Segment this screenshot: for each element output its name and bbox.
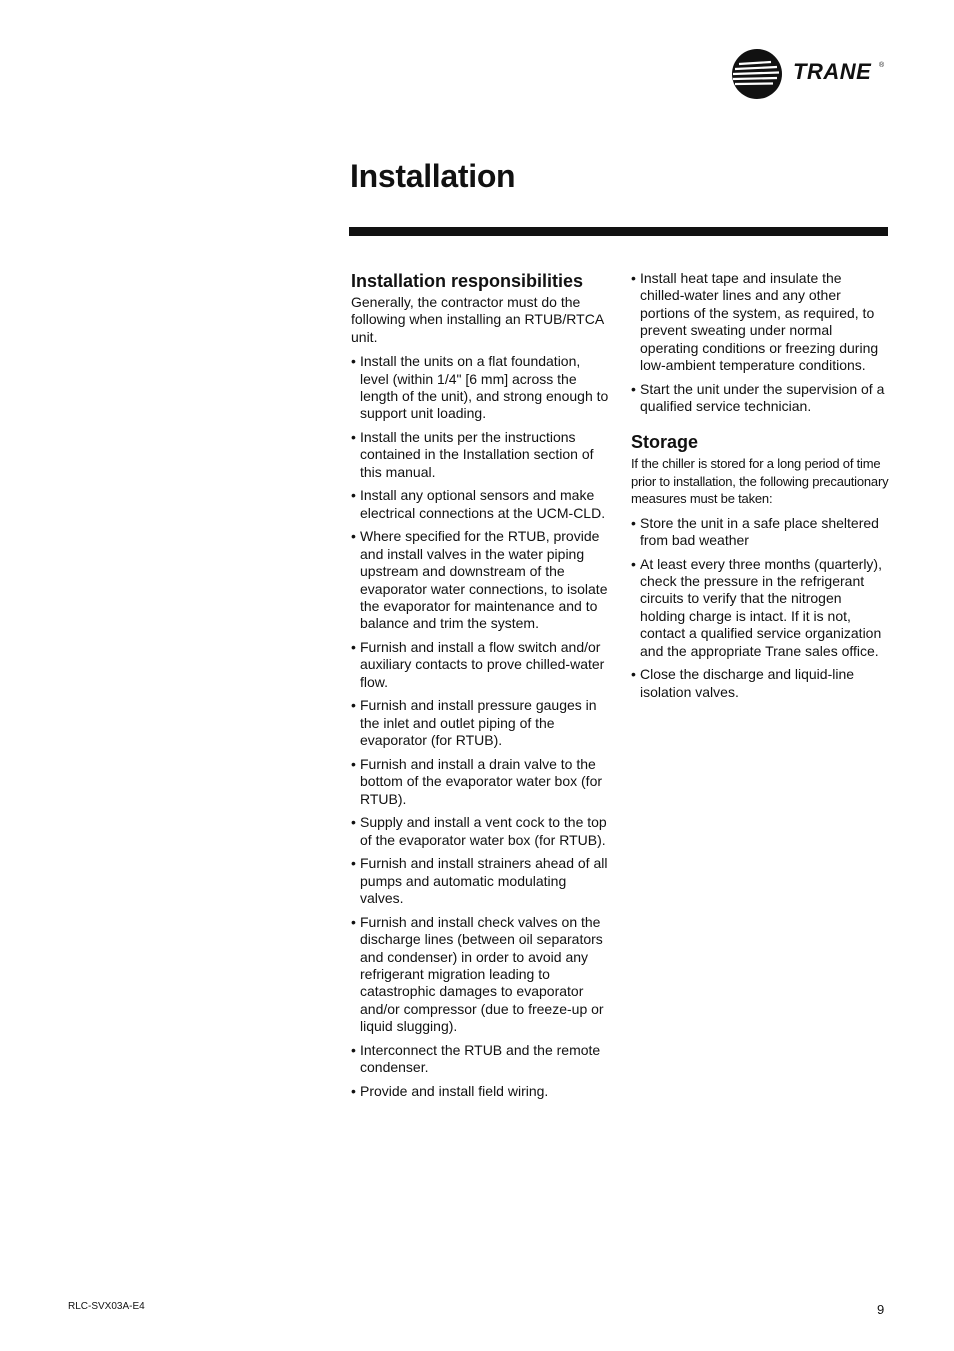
- registered-mark: ®: [879, 62, 885, 69]
- responsibilities-list-continued: [631, 270, 889, 415]
- storage-list: [631, 515, 889, 701]
- left-column: [351, 270, 609, 1106]
- list-item: • Start the unit under the supervision of a qualified service technician.: [631, 381, 889, 416]
- trane-globe-icon: [731, 48, 783, 100]
- list-item: • Furnish and install pressure gauges in the inlet and outlet piping of the evaporator (for RTUB).: [351, 697, 609, 749]
- list-item: • Interconnect the RTUB and the remote condenser.: [351, 1042, 609, 1077]
- page-number: 9: [877, 1302, 885, 1317]
- list-item: • Where specified for the RTUB, provide and install valves in the water piping upstream and downstream of the evaporator water connections, to isolate the evaporator for maintenance and to balance and trim the system.: [351, 528, 609, 632]
- logo-wordmark: TRANE: [793, 59, 872, 84]
- trane-logo: [731, 48, 891, 100]
- list-item: • Furnish and install a flow switch and/or auxiliary contacts to prove chilled-water flow.: [351, 639, 609, 691]
- document-code: RLC-SVX03A-E4: [68, 1301, 145, 1312]
- list-item: • Install the units on a flat foundation, level (within 1/4" [6 mm] across the length of the unit), and strong enough to support unit loading.: [351, 353, 609, 423]
- storage-intro: If the chiller is stored for a long period of time prior to installation, the following precautionary measures must be taken:: [631, 456, 889, 507]
- list-item: • Install the units per the instructions contained in the Installation section of this manual.: [351, 429, 609, 481]
- list-item: • Store the unit in a safe place sheltered from bad weather: [631, 515, 889, 550]
- list-item: • Close the discharge and liquid-line isolation valves.: [631, 666, 889, 701]
- list-item: • Install any optional sensors and make electrical connections at the UCM-CLD.: [351, 487, 609, 522]
- list-item: • Install heat tape and insulate the chilled-water lines and any other portions of the system, as required, to prevent sweating under normal operating conditions or freezing during low-ambient temperature conditions.: [631, 270, 889, 374]
- page-title: Installation: [350, 158, 516, 194]
- responsibilities-intro: Generally, the contractor must do the following when installing an RTUB/RTCA unit.: [351, 294, 604, 345]
- title-rule: [349, 227, 888, 236]
- section-heading-responsibilities: Installation responsibilities: [351, 271, 584, 291]
- right-column: [631, 270, 889, 707]
- list-item: • Furnish and install a drain valve to the bottom of the evaporator water box (for RTUB).: [351, 756, 609, 808]
- responsibilities-list: [351, 353, 609, 1100]
- list-item: • Supply and install a vent cock to the top of the evaporator water box (for RTUB).: [351, 814, 609, 849]
- list-item: • Furnish and install check valves on the discharge lines (between oil separators and condenser) in order to avoid any refrigerant migration leading to catastrophic damages to evaporator and/or compressor (due to freeze-up or liquid slugging).: [351, 914, 609, 1036]
- section-heading-storage: Storage: [631, 432, 699, 453]
- list-item: • Provide and install field wiring.: [351, 1083, 609, 1100]
- list-item: • Furnish and install strainers ahead of all pumps and automatic modulating valves.: [351, 855, 609, 907]
- list-item: • At least every three months (quarterly), check the pressure in the refrigerant circuits to verify that the nitrogen holding charge is intact. If it is not, contact a qualified service organization and the appropriate Trane sales office.: [631, 556, 889, 660]
